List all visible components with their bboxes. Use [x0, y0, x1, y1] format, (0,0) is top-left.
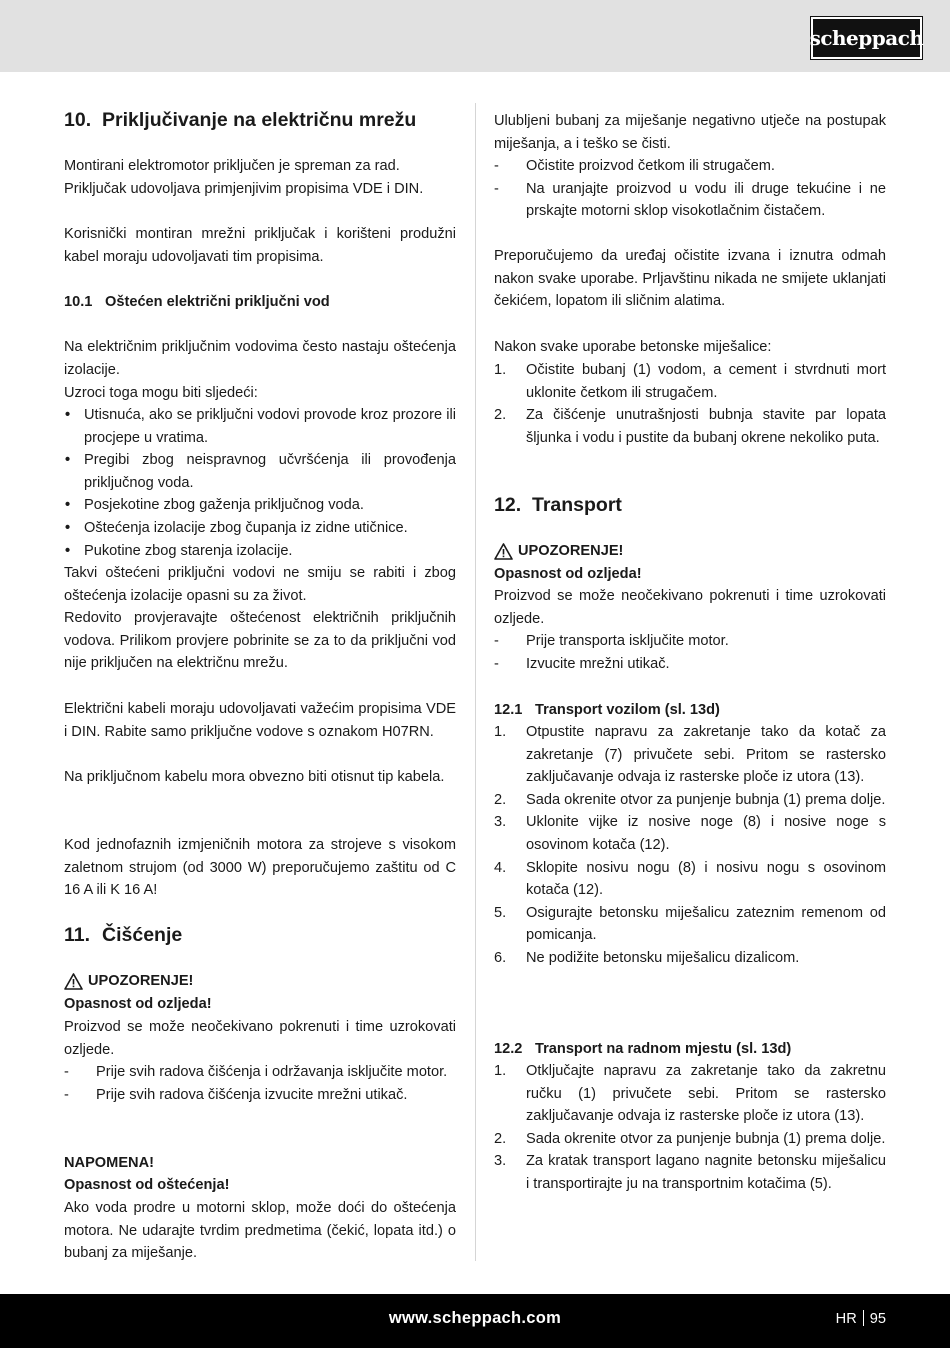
section-number: 12.	[494, 494, 522, 516]
paragraph: Ulubljeni bubanj za miješanje negativno utječe na postupak miješanja, a i teško se čisti.	[494, 113, 886, 152]
paragraph: Uzroci toga mogu biti sljedeći:	[64, 385, 258, 401]
list-item-text: Sada okrenite otvor za punjenje bubnja (1) prema dolje.	[526, 791, 886, 808]
note-subheading: Opasnost od oštećenja!	[64, 1177, 230, 1193]
subsection-title: Transport na radnom mjestu (sl. 13d)	[535, 1041, 792, 1057]
paragraph: Preporučujemo da uređaj očistite izvana i iznutra odmah nakon svake uporabe. Prljavštinu nikada ne smijete uklanjati čekićem, lopatom ili sličnim alatima.	[494, 248, 886, 310]
list-item-text: Otpustite napravu za zakretanje tako da kotač za zakretanje (7) privučete sebi. Pritom se rastersko zaključavanje odvaja iz rasterske ploče iz utora (13).	[526, 724, 886, 786]
list-item	[494, 902, 886, 947]
list-item-text: Izvucite mrežni utikač.	[526, 655, 670, 672]
section-title: Čišćenje	[102, 924, 183, 946]
list-number: 2.	[494, 1130, 507, 1147]
bullet-icon: •	[65, 452, 71, 469]
list-item	[494, 359, 886, 404]
subsection-number: 12.2	[494, 1041, 523, 1057]
warning-triangle-icon	[64, 973, 83, 990]
numbered-list	[494, 1060, 886, 1196]
list-item-text: Sklopite nosivu nogu (8) i nosivu nogu s osovinom kotača (12).	[526, 859, 886, 899]
list-item	[494, 630, 886, 653]
warning-label: UPOZORENJE!	[518, 543, 624, 559]
list-item	[494, 721, 886, 789]
paragraph: Ako voda prodre u motorni sklop, može doći do oštećenja motora. Ne udarajte tvrdim predmetima (čekić, lopata itd.) o bubanj za miješanje.	[64, 1200, 456, 1262]
dash-marker: -	[64, 1064, 69, 1080]
bullet-list	[64, 404, 456, 562]
list-item-text: Uklonite vijke iz nosive noge (8) i nosive noge s osovinom kotača (12).	[526, 814, 886, 853]
list-number: 3.	[494, 814, 507, 831]
danger-label: Opasnost od ozljeda!	[64, 996, 212, 1012]
list-number: 2.	[494, 407, 507, 424]
list-item	[494, 178, 886, 223]
list-item-text: Ne podižite betonsku miješalicu dizalicom.	[526, 949, 800, 966]
section-number: 10.	[64, 109, 92, 131]
list-number: 1.	[494, 1063, 507, 1079]
section-10-heading	[64, 108, 456, 132]
dash-marker: -	[494, 655, 499, 672]
paragraph: Korisnički montiran mrežni priključak i korišteni produžni kabel moraju udovoljavati tim propisima.	[64, 226, 456, 265]
list-item-text: Posjekotine zbog gaženja priključnog voda.	[84, 497, 364, 514]
paragraph: Nakon svake uporabe betonske miješalice:	[494, 339, 772, 355]
dash-list	[494, 630, 886, 675]
danger-label: Opasnost od ozljeda!	[494, 566, 642, 582]
list-number: 4.	[494, 859, 507, 876]
warning-heading	[494, 540, 886, 563]
text-line: Montirani elektromotor priključen je spreman za rad.	[64, 158, 400, 174]
subsection-number: 10.1	[64, 294, 93, 310]
list-item	[494, 155, 886, 178]
list-item-text: Očistite proizvod četkom ili strugačem.	[526, 158, 775, 174]
warning-label: UPOZORENJE!	[88, 973, 194, 989]
list-item	[64, 540, 456, 563]
footer-bar	[0, 1294, 950, 1348]
subsection-12-2-heading	[494, 1038, 886, 1061]
dash-marker: -	[494, 633, 499, 649]
list-item-text: Pregibi zbog neispravnog učvršćenja ili provođenja priključnog voda.	[84, 452, 456, 491]
list-item	[64, 494, 456, 517]
paragraph: Proizvod se može neočekivano pokrenuti i time uzrokovati ozljede.	[494, 588, 886, 627]
dash-marker: -	[494, 180, 499, 197]
list-item	[494, 789, 886, 812]
subsection-title: Oštećen električni priključni vod	[105, 294, 330, 310]
paragraph: Električni kabeli moraju udovoljavati važećim propisima VDE i DIN. Rabite samo priključne vodove s oznakom H07RN.	[64, 701, 456, 740]
list-item-text: Oštećenja izolacije zbog čupanja iz zidne utičnice.	[84, 519, 408, 536]
section-title: Priključivanje na električnu mrežu	[102, 109, 417, 131]
bullet-icon: •	[65, 497, 71, 514]
column-divider	[475, 103, 476, 1261]
paragraph: Na priključnom kabelu mora obvezno biti otisnut tip kabela.	[64, 769, 445, 785]
paragraph: Redovito provjeravajte oštećenost električnih priključnih vodova. Prilikom provjere pobrinite se za to da priključni vod nije priključen na električnu mrežu.	[64, 610, 456, 672]
list-number: 1.	[494, 724, 507, 740]
paragraph: Takvi oštećeni priključni vodovi ne smiju se rabiti i zbog oštećenja izolacije opasni su za život.	[64, 565, 456, 604]
subsection-title: Transport vozilom (sl. 13d)	[535, 702, 720, 718]
section-11-heading	[64, 923, 456, 947]
list-item-text: Utisnuća, ako se priključni vodovi provode kroz prozore ili procjepe u vratima.	[84, 407, 456, 446]
list-item	[494, 653, 886, 676]
warning-triangle-icon	[494, 543, 513, 560]
subsection-number: 12.1	[494, 702, 523, 718]
numbered-list	[494, 721, 886, 970]
list-item	[494, 1150, 886, 1195]
section-number: 11.	[64, 924, 91, 946]
list-item-text: Otključajte napravu za zakretanje tako da zakretnu ručku (1) privučete sebi. Pritom se rastersko zaključavanje odvaja iz rasterske ploče iz utora (13).	[526, 1063, 886, 1125]
dash-marker: -	[64, 1086, 69, 1103]
list-item-text: Na uranjajte proizvod u vodu ili druge tekućine i ne prskajte motorni sklop visokotlačnim čistačem.	[526, 180, 886, 220]
paragraph: Kod jednofaznih izmjeničnih motora za strojeve s visokom zaletnom strujom (od 3000 W) preporučujemo zaštitu od C 16 A ili K 16 A!	[64, 837, 456, 899]
page-indicator	[836, 1310, 886, 1327]
list-item-text: Prije svih radova čišćenja izvucite mrežni utikač.	[96, 1086, 408, 1103]
list-item	[64, 1061, 456, 1084]
subsection-10-1-heading	[64, 291, 456, 314]
brand-logo: scheppach	[811, 17, 922, 59]
list-item	[494, 857, 886, 902]
list-number: 5.	[494, 904, 507, 921]
section-12-heading	[494, 493, 886, 517]
header-bar	[0, 0, 950, 72]
list-number: 3.	[494, 1153, 507, 1170]
list-item-text: Očistite bubanj (1) vodom, a cement i stvrdnuti mort uklonite četkom ili strugačem.	[526, 362, 886, 401]
list-item	[494, 1128, 886, 1151]
list-item	[64, 517, 456, 540]
list-item-text: Pukotine zbog starenja izolacije.	[84, 542, 293, 559]
section-title: Transport	[532, 494, 622, 516]
note-heading: NAPOMENA!	[64, 1155, 154, 1171]
list-item	[64, 1084, 456, 1107]
list-number: 6.	[494, 949, 507, 966]
dash-list	[494, 155, 886, 223]
dash-list	[64, 1061, 456, 1106]
bullet-icon: •	[65, 407, 71, 423]
subsection-12-1-heading	[494, 699, 886, 722]
list-item-text: Za čišćenje unutrašnjosti bubnja stavite par lopata šljunka i vodu i pustite da bubanj okrene nekoliko puta.	[526, 407, 886, 446]
separator	[863, 1310, 864, 1326]
paragraph: Na električnim priključnim vodovima često nastaju oštećenja izolacije.	[64, 339, 456, 378]
list-item-text: Prije svih radova čišćenja i održavanja isključite motor.	[96, 1064, 448, 1080]
paragraph	[64, 155, 456, 200]
paragraph: Proizvod se može neočekivano pokrenuti i time uzrokovati ozljede.	[64, 1019, 456, 1058]
list-item-text: Osigurajte betonsku miješalicu zateznim remenom od pomicanja.	[526, 904, 886, 944]
list-item-text: Za kratak transport lagano nagnite betonsku miješalicu i transportirajte ju na transportnim kotačima (5).	[526, 1153, 886, 1192]
warning-heading	[64, 970, 456, 993]
bullet-icon: •	[65, 519, 71, 536]
numbered-list	[494, 359, 886, 449]
list-item-text: Prije transporta isključite motor.	[526, 633, 729, 649]
list-item	[64, 404, 456, 449]
dash-marker: -	[494, 158, 499, 174]
page-number: 95	[869, 1311, 886, 1327]
list-item	[494, 404, 886, 449]
list-item-text: Sada okrenite otvor za punjenje bubnja (1) prema dolje.	[526, 1130, 886, 1147]
text-line: Priključak udovoljava primjenjivim propisima VDE i DIN.	[64, 180, 424, 197]
list-number: 2.	[494, 791, 507, 808]
list-item	[494, 811, 886, 856]
website-link[interactable]: www.scheppach.com	[388, 1309, 562, 1327]
list-item	[494, 947, 886, 970]
list-item	[494, 1060, 886, 1128]
language-code: HR	[835, 1311, 857, 1327]
bullet-icon: •	[65, 542, 71, 559]
list-number: 1.	[494, 362, 507, 378]
list-item	[64, 449, 456, 494]
